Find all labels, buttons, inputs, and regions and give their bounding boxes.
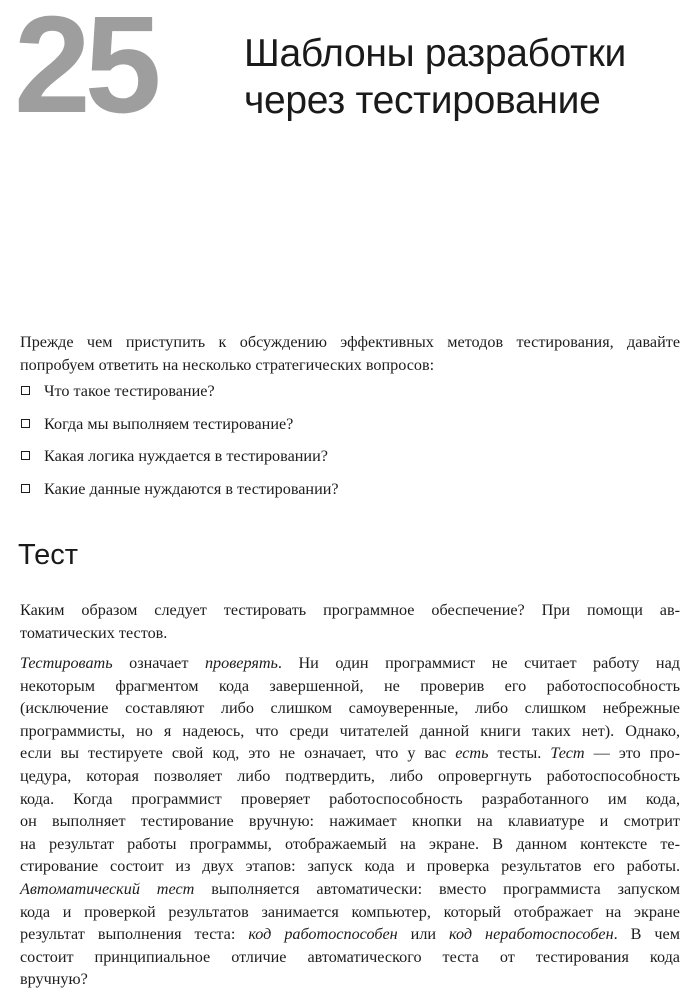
paragraph-line: томатических тестов. — [20, 623, 168, 642]
intro-paragraph — [20, 331, 680, 376]
paragraph-line: Каким образом следует тестировать программное обеспечение? При помощи ав- — [20, 601, 680, 619]
paragraph-line: вручную? — [20, 970, 88, 989]
checkbox-bullet-icon — [21, 451, 30, 460]
question-text: Какая логика нуждается в тестировании? — [44, 447, 328, 465]
paragraph-line: стирование состоит из двух этапов: запуск кода и проверка результатов его работы. — [20, 857, 680, 876]
italic-term: проверять — [204, 654, 278, 672]
paragraph-line: на результат работы программы, отображаемый на экране. В данном контексте те- — [20, 834, 680, 853]
checkbox-bullet-icon — [21, 386, 30, 395]
question-item — [20, 478, 680, 500]
body-paragraph-2 — [20, 652, 680, 991]
italic-term: код работоспособен — [248, 925, 398, 944]
paragraph-line — [20, 652, 680, 675]
text-run: . Ни один программист не считает работу над — [277, 654, 680, 672]
text-run: означает — [112, 654, 205, 672]
text-run: или — [397, 925, 450, 944]
paragraph-line — [20, 878, 680, 901]
text-run: тесты. — [488, 744, 551, 763]
text-run: если вы тестируете свой код, это не означает, что у вас — [20, 744, 456, 763]
paragraph-line: цедура, которая позволяет либо подтвердить, либо опровергнуть работоспособность — [20, 766, 680, 785]
paragraph-line: состоит принципиальное отличие автоматического теста от тестирования кода — [20, 947, 680, 966]
paragraph-line: (исключение составляют либо слишком самоуверенные, либо слишком небрежные — [20, 699, 680, 718]
text-run: выполняется автоматически: вместо программиста запуском — [194, 879, 680, 898]
chapter-title — [244, 30, 626, 124]
intro-line: Прежде чем приступить к обсуждению эффективных методов тестирования, давайте — [20, 333, 680, 351]
question-text: Какие данные нуждаются в тестировании? — [44, 479, 339, 498]
paragraph-line — [20, 923, 680, 946]
checkbox-bullet-icon — [21, 484, 30, 493]
paragraph-line: он выполняет тестирование вручную: нажимает кнопки на клавиатуре и смотрит — [20, 812, 680, 831]
italic-term: есть — [455, 744, 489, 763]
checkbox-bullet-icon — [21, 419, 30, 428]
italic-term: Автоматический тест — [20, 879, 195, 898]
italic-term: Тест — [550, 744, 585, 763]
question-item — [20, 380, 680, 402]
chapter-title-line-1: Шаблоны разработки — [244, 32, 626, 75]
chapter-number: 25 — [14, 0, 156, 142]
paragraph-line: кода и проверкой результатов занимается компьютер, который отображает на экране — [20, 902, 680, 921]
section-heading: Тест — [18, 539, 78, 571]
question-item — [20, 445, 680, 467]
italic-term: код неработоспособен — [449, 925, 614, 944]
body-paragraph-1 — [20, 599, 680, 644]
question-text: Когда мы выполняем тестирование? — [44, 414, 294, 433]
chapter-title-line-2: через тестирование — [244, 79, 601, 122]
intro-line: попробуем ответить на несколько стратегических вопросов: — [20, 355, 435, 374]
italic-term: Тестировать — [20, 654, 113, 672]
paragraph-line: программисты, но я надеюсь, что среди читателей данной книги таких нет). Однако, — [20, 721, 680, 740]
text-run: . В чем — [613, 925, 680, 944]
question-text: Что такое тестирование? — [44, 382, 215, 400]
paragraph-line — [20, 742, 680, 765]
questions-list — [20, 380, 680, 510]
text-run: результат выполнения теста: — [20, 925, 249, 944]
text-run: — это про- — [584, 744, 680, 763]
paragraph-line: кода. Когда программист проверяет работоспособность разработанного им кода, — [20, 789, 680, 808]
paragraph-line: некоторым фрагментом кода завершенной, не проверив его работоспособность — [20, 676, 680, 695]
question-item — [20, 413, 680, 435]
